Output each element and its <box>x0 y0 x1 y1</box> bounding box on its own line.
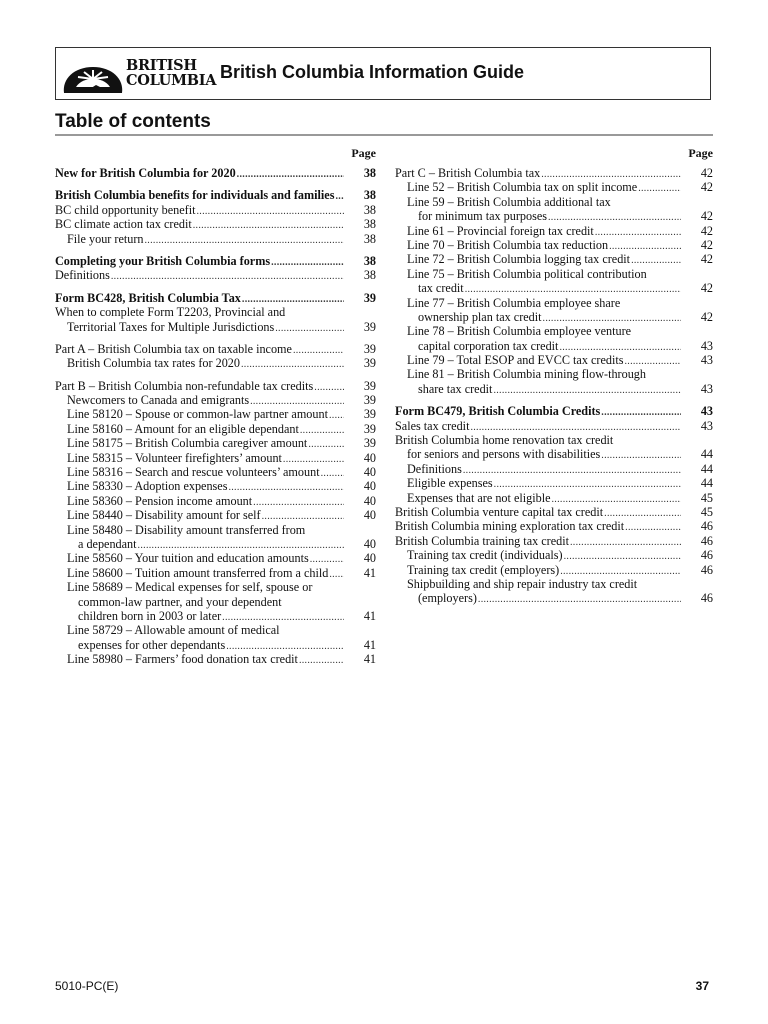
toc-entry <box>395 180 713 194</box>
toc-entry-text: Territorial Taxes for Multiple Jurisdictions <box>67 319 275 334</box>
dot-leader <box>329 409 344 423</box>
toc-entry-page: 40 <box>363 479 376 494</box>
toc-entry-page: 44 <box>700 447 713 462</box>
toc-entries-left <box>55 166 376 667</box>
toc-entry <box>55 254 376 268</box>
toc-entry-text: Line 58316 – Search and rescue volunteers’ amount <box>67 465 320 480</box>
toc-entry-page: 45 <box>700 504 713 519</box>
dot-leader <box>601 449 681 463</box>
toc-entry <box>395 462 713 476</box>
toc-entry-text: Newcomers to Canada and emigrants <box>67 393 250 408</box>
bc-logo-wordmark <box>126 58 216 88</box>
toc-entry-text: Eligible expenses <box>407 476 493 491</box>
toc-entry <box>55 232 376 246</box>
toc-entry <box>55 268 376 282</box>
dot-leader <box>275 322 344 336</box>
toc-title: Table of contents <box>55 111 211 132</box>
toc-entry-continued <box>395 267 713 281</box>
toc-entry <box>55 342 376 356</box>
toc-entry <box>395 419 713 433</box>
toc-entry-text: Line 59 – British Columbia additional tax <box>407 194 611 209</box>
toc-entry-page: 39 <box>363 319 376 334</box>
toc-entry-text: share tax credit <box>418 381 493 396</box>
dot-leader <box>145 234 345 248</box>
toc-entry-text: Line 58360 – Pension income amount <box>67 493 253 508</box>
toc-entry-text: Part A – British Columbia tax on taxable income <box>55 341 292 356</box>
dot-leader <box>570 536 681 550</box>
toc-entry-continued <box>395 367 713 381</box>
toc-entry <box>55 479 376 493</box>
toc-entry-page: 41 <box>363 652 376 667</box>
toc-entry-text: Definitions <box>55 268 110 283</box>
toc-entry-text: capital corporation tax credit <box>418 338 559 353</box>
toc-entry-page: 42 <box>700 252 713 267</box>
toc-entry-text: Part B – British Columbia non-refundable tax credits <box>55 378 314 393</box>
dot-leader <box>335 190 344 204</box>
dot-leader <box>241 358 344 372</box>
toc-entry-page: 42 <box>700 209 713 224</box>
toc-entry-page: 46 <box>700 548 713 563</box>
toc-entry-text: Line 70 – British Columbia tax reduction <box>407 237 609 252</box>
toc-entry-page: 42 <box>700 166 713 180</box>
toc-entry-page: 38 <box>363 188 376 203</box>
toc-entry <box>395 252 713 266</box>
toc-entry-page: 43 <box>700 353 713 368</box>
logo-line-2: COLUMBIA <box>126 72 217 89</box>
toc-entry <box>395 382 713 396</box>
dot-leader <box>493 384 681 398</box>
toc-entry-text: Line 52 – British Columbia tax on split income <box>407 180 638 195</box>
bc-sun-mountain-logo-icon <box>60 57 126 93</box>
dot-leader <box>111 270 344 284</box>
toc-entry-continued <box>55 305 376 319</box>
toc-entry-page: 45 <box>700 490 713 505</box>
toc-entry-text: Line 72 – British Columbia logging tax credit <box>407 252 631 267</box>
toc-entry-continued <box>395 195 713 209</box>
toc-entry-text: When to complete Form T2203, Provincial and <box>55 305 286 320</box>
toc-entry-page: 43 <box>700 338 713 353</box>
toc-entry-text: Line 61 – Provincial foreign tax credit <box>407 223 594 238</box>
toc-entry <box>395 224 713 238</box>
toc-entry <box>55 566 376 580</box>
toc-entry-text: British Columbia venture capital tax credit <box>395 504 604 519</box>
toc-entry-text: Line 58315 – Volunteer firefighters’ amount <box>67 450 282 465</box>
dot-leader <box>196 205 344 219</box>
toc-entry-page: 41 <box>363 637 376 652</box>
toc-entry <box>55 494 376 508</box>
toc-entry-text: British Columbia mining exploration tax credit <box>395 519 625 534</box>
toc-entry-continued <box>55 523 376 537</box>
toc-entry-text: Shipbuilding and ship repair industry tax credit <box>407 576 638 591</box>
toc-entry-text: British Columbia tax rates for 2020 <box>67 356 240 371</box>
toc-entry-text: children born in 2003 or later <box>78 608 222 623</box>
toc-entry-page: 43 <box>700 418 713 433</box>
toc-entry-page: 39 <box>363 421 376 436</box>
dot-leader <box>237 168 344 182</box>
toc-entry <box>395 519 713 533</box>
toc-entry-text: Line 58600 – Tuition amount transferred from a child <box>67 565 329 580</box>
toc-entry <box>55 291 376 305</box>
dot-leader <box>564 550 681 564</box>
toc-entry-text: Line 58120 – Spouse or common-law partner amount <box>67 407 328 422</box>
dot-leader <box>321 467 344 481</box>
toc-entry-page: 38 <box>363 253 376 268</box>
toc-entry-text: Line 58440 – Disability amount for self <box>67 508 261 523</box>
toc-entry-page: 39 <box>363 356 376 371</box>
dot-leader <box>271 256 344 270</box>
toc-entry-page: 39 <box>363 407 376 422</box>
toc-entry-page: 39 <box>363 378 376 393</box>
toc-entry-text: Line 58480 – Disability amount transferred from <box>67 522 306 537</box>
toc-entry-text: Line 58175 – British Columbia caregiver amount <box>67 436 308 451</box>
toc-entry <box>395 447 713 461</box>
toc-entry-text: Line 79 – Total ESOP and EVCC tax credits <box>407 353 624 368</box>
toc-entry <box>55 609 376 623</box>
toc-entry <box>395 166 713 180</box>
dot-leader <box>314 381 344 395</box>
toc-entry-page: 38 <box>363 202 376 217</box>
toc-entry <box>395 491 713 505</box>
toc-entry-text: Form BC479, British Columbia Credits <box>395 404 601 419</box>
page-column-header: Page <box>688 146 713 160</box>
toc-entry-text: New for British Columbia for 2020 <box>55 166 236 180</box>
toc-entry-page: 43 <box>700 381 713 396</box>
toc-entry <box>395 591 713 605</box>
toc-entry <box>395 476 713 490</box>
toc-entry <box>55 638 376 652</box>
dot-leader <box>293 344 344 358</box>
toc-entry <box>395 353 713 367</box>
toc-entry-page: 46 <box>700 519 713 534</box>
toc-entry <box>55 320 376 334</box>
dot-leader <box>193 219 344 233</box>
toc-entry <box>55 551 376 565</box>
dot-leader <box>625 521 681 535</box>
toc-entry-page: 43 <box>700 404 713 419</box>
toc-entry-text: Training tax credit (employers) <box>407 562 560 577</box>
toc-entry-page: 39 <box>363 393 376 408</box>
toc-entry-page: 42 <box>700 223 713 238</box>
dot-leader <box>638 182 681 196</box>
toc-entry-text: Line 58160 – Amount for an eligible dependant <box>67 421 299 436</box>
toc-entry <box>395 209 713 223</box>
toc-entry-text: for minimum tax purposes <box>418 209 547 224</box>
guide-title: British Columbia Information Guide <box>220 62 525 82</box>
toc-entry <box>55 203 376 217</box>
dot-leader <box>478 593 681 607</box>
toc-entry-page: 44 <box>700 461 713 476</box>
toc-entry-text: File your return <box>67 231 144 246</box>
toc-entry-page: 40 <box>363 508 376 523</box>
toc-entry-text: Definitions <box>407 461 462 476</box>
toc-entry-text: (employers) <box>418 591 477 606</box>
toc-entry-page: 38 <box>363 166 376 180</box>
toc-entry-text: Training tax credit (individuals) <box>407 548 563 563</box>
toc-entry-text: Line 58729 – Allowable amount of medical <box>67 623 280 638</box>
toc-entry-text: Completing your British Columbia forms <box>55 253 271 268</box>
toc-entry-page: 42 <box>700 180 713 195</box>
toc-entry-text: Line 58560 – Your tuition and education amounts <box>67 551 309 566</box>
toc-entry-page: 40 <box>363 536 376 551</box>
toc-entry <box>55 465 376 479</box>
toc-entry-text: Line 78 – British Columbia employee venture <box>407 324 632 339</box>
toc-entry <box>55 422 376 436</box>
toc-entry <box>55 407 376 421</box>
toc-entry-text: British Columbia training tax credit <box>395 533 569 548</box>
toc-entry-text: for seniors and persons with disabilities <box>407 447 601 462</box>
bc-logo <box>60 54 217 94</box>
toc-entry-text: ownership plan tax credit <box>418 309 542 324</box>
toc-entry-text: British Columbia home renovation tax credit <box>395 433 614 448</box>
toc-entry <box>395 339 713 353</box>
toc-entry <box>55 356 376 370</box>
toc-entry-page: 46 <box>700 591 713 606</box>
toc-entry-text: Line 58330 – Adoption expenses <box>67 479 228 494</box>
toc-entry <box>55 166 376 180</box>
form-number: 5010-PC(E) <box>55 979 119 993</box>
toc-entry-page: 46 <box>700 533 713 548</box>
dot-leader <box>601 406 681 420</box>
page-column-header: Page <box>351 146 376 160</box>
toc-entry-page: 42 <box>700 309 713 324</box>
toc-entry <box>395 310 713 324</box>
page-number: 37 <box>695 979 709 993</box>
toc-entry-text: common-law partner, and your dependent <box>78 594 282 609</box>
toc-entry-page: 38 <box>363 268 376 283</box>
toc-entry-text: British Columbia benefits for individuals and families <box>55 188 335 203</box>
toc-entry-continued <box>395 324 713 338</box>
toc-entry-page: 41 <box>363 565 376 580</box>
logo-line-1: BRITISH <box>126 57 197 74</box>
toc-entry-page: 40 <box>363 551 376 566</box>
toc-entry <box>395 548 713 562</box>
toc-entry <box>55 508 376 522</box>
toc-entry-page: 39 <box>363 436 376 451</box>
toc-entry-text: expenses for other dependants <box>78 637 226 652</box>
toc-entry <box>55 188 376 202</box>
toc-entry-text: Line 75 – British Columbia political contribution <box>407 266 647 281</box>
toc-entry-page: 41 <box>363 608 376 623</box>
dot-leader <box>253 496 344 510</box>
toc-entry-page: 42 <box>700 237 713 252</box>
toc-entry-page: 38 <box>363 231 376 246</box>
title-rule <box>55 134 713 136</box>
toc-entry <box>55 537 376 551</box>
toc-entry-page: 39 <box>363 290 376 305</box>
toc-column-left <box>55 145 376 667</box>
toc-entry <box>395 281 713 295</box>
dot-leader <box>329 568 344 582</box>
toc-entry <box>55 393 376 407</box>
dot-leader <box>463 464 681 478</box>
dot-leader <box>299 654 344 668</box>
toc-entry-text: a dependant <box>78 536 137 551</box>
toc-entry <box>55 451 376 465</box>
toc-entry-continued <box>395 577 713 591</box>
header-box <box>55 47 711 100</box>
toc-entry <box>55 379 376 393</box>
toc-entry <box>395 505 713 519</box>
toc-entry-page: 40 <box>363 450 376 465</box>
toc-entry-text: BC child opportunity benefit <box>55 202 196 217</box>
toc-entry-continued <box>395 296 713 310</box>
toc-entry <box>55 436 376 450</box>
toc-entry-continued <box>55 595 376 609</box>
toc-entries-right <box>395 166 713 606</box>
toc-column-right <box>395 145 713 606</box>
toc-entry-text: Line 58689 – Medical expenses for self, spouse or <box>67 580 313 595</box>
toc-entry-text: Expenses that are not eligible <box>407 490 551 505</box>
dot-leader <box>308 438 344 452</box>
toc-entry <box>55 652 376 666</box>
toc-entry <box>55 217 376 231</box>
toc-entry <box>395 563 713 577</box>
toc-entry-page: 46 <box>700 562 713 577</box>
toc-entry-text: Form BC428, British Columbia Tax <box>55 290 241 305</box>
toc-entry-text: tax credit <box>418 281 464 296</box>
toc-entry <box>395 238 713 252</box>
toc-entry-text: Line 81 – British Columbia mining flow-through <box>407 367 646 382</box>
toc-entry-text: Part C – British Columbia tax <box>395 166 541 180</box>
toc-entry-page: 42 <box>700 281 713 296</box>
toc-entry-page: 38 <box>363 217 376 232</box>
toc-entry-text: BC climate action tax credit <box>55 217 192 232</box>
toc-entry-continued <box>55 580 376 594</box>
toc-entry-text: Line 77 – British Columbia employee share <box>407 295 621 310</box>
toc-entry-page: 44 <box>700 476 713 491</box>
toc-entry <box>395 534 713 548</box>
toc-entry-continued <box>395 433 713 447</box>
toc-entry <box>395 404 713 418</box>
toc-entry-text: Line 58980 – Farmers’ food donation tax credit <box>67 652 298 667</box>
toc-entry-continued <box>55 623 376 637</box>
toc-entry-text: Sales tax credit <box>395 418 470 433</box>
toc-entry-page: 39 <box>363 341 376 356</box>
toc-entry-page: 40 <box>363 465 376 480</box>
toc-entry-page: 40 <box>363 493 376 508</box>
